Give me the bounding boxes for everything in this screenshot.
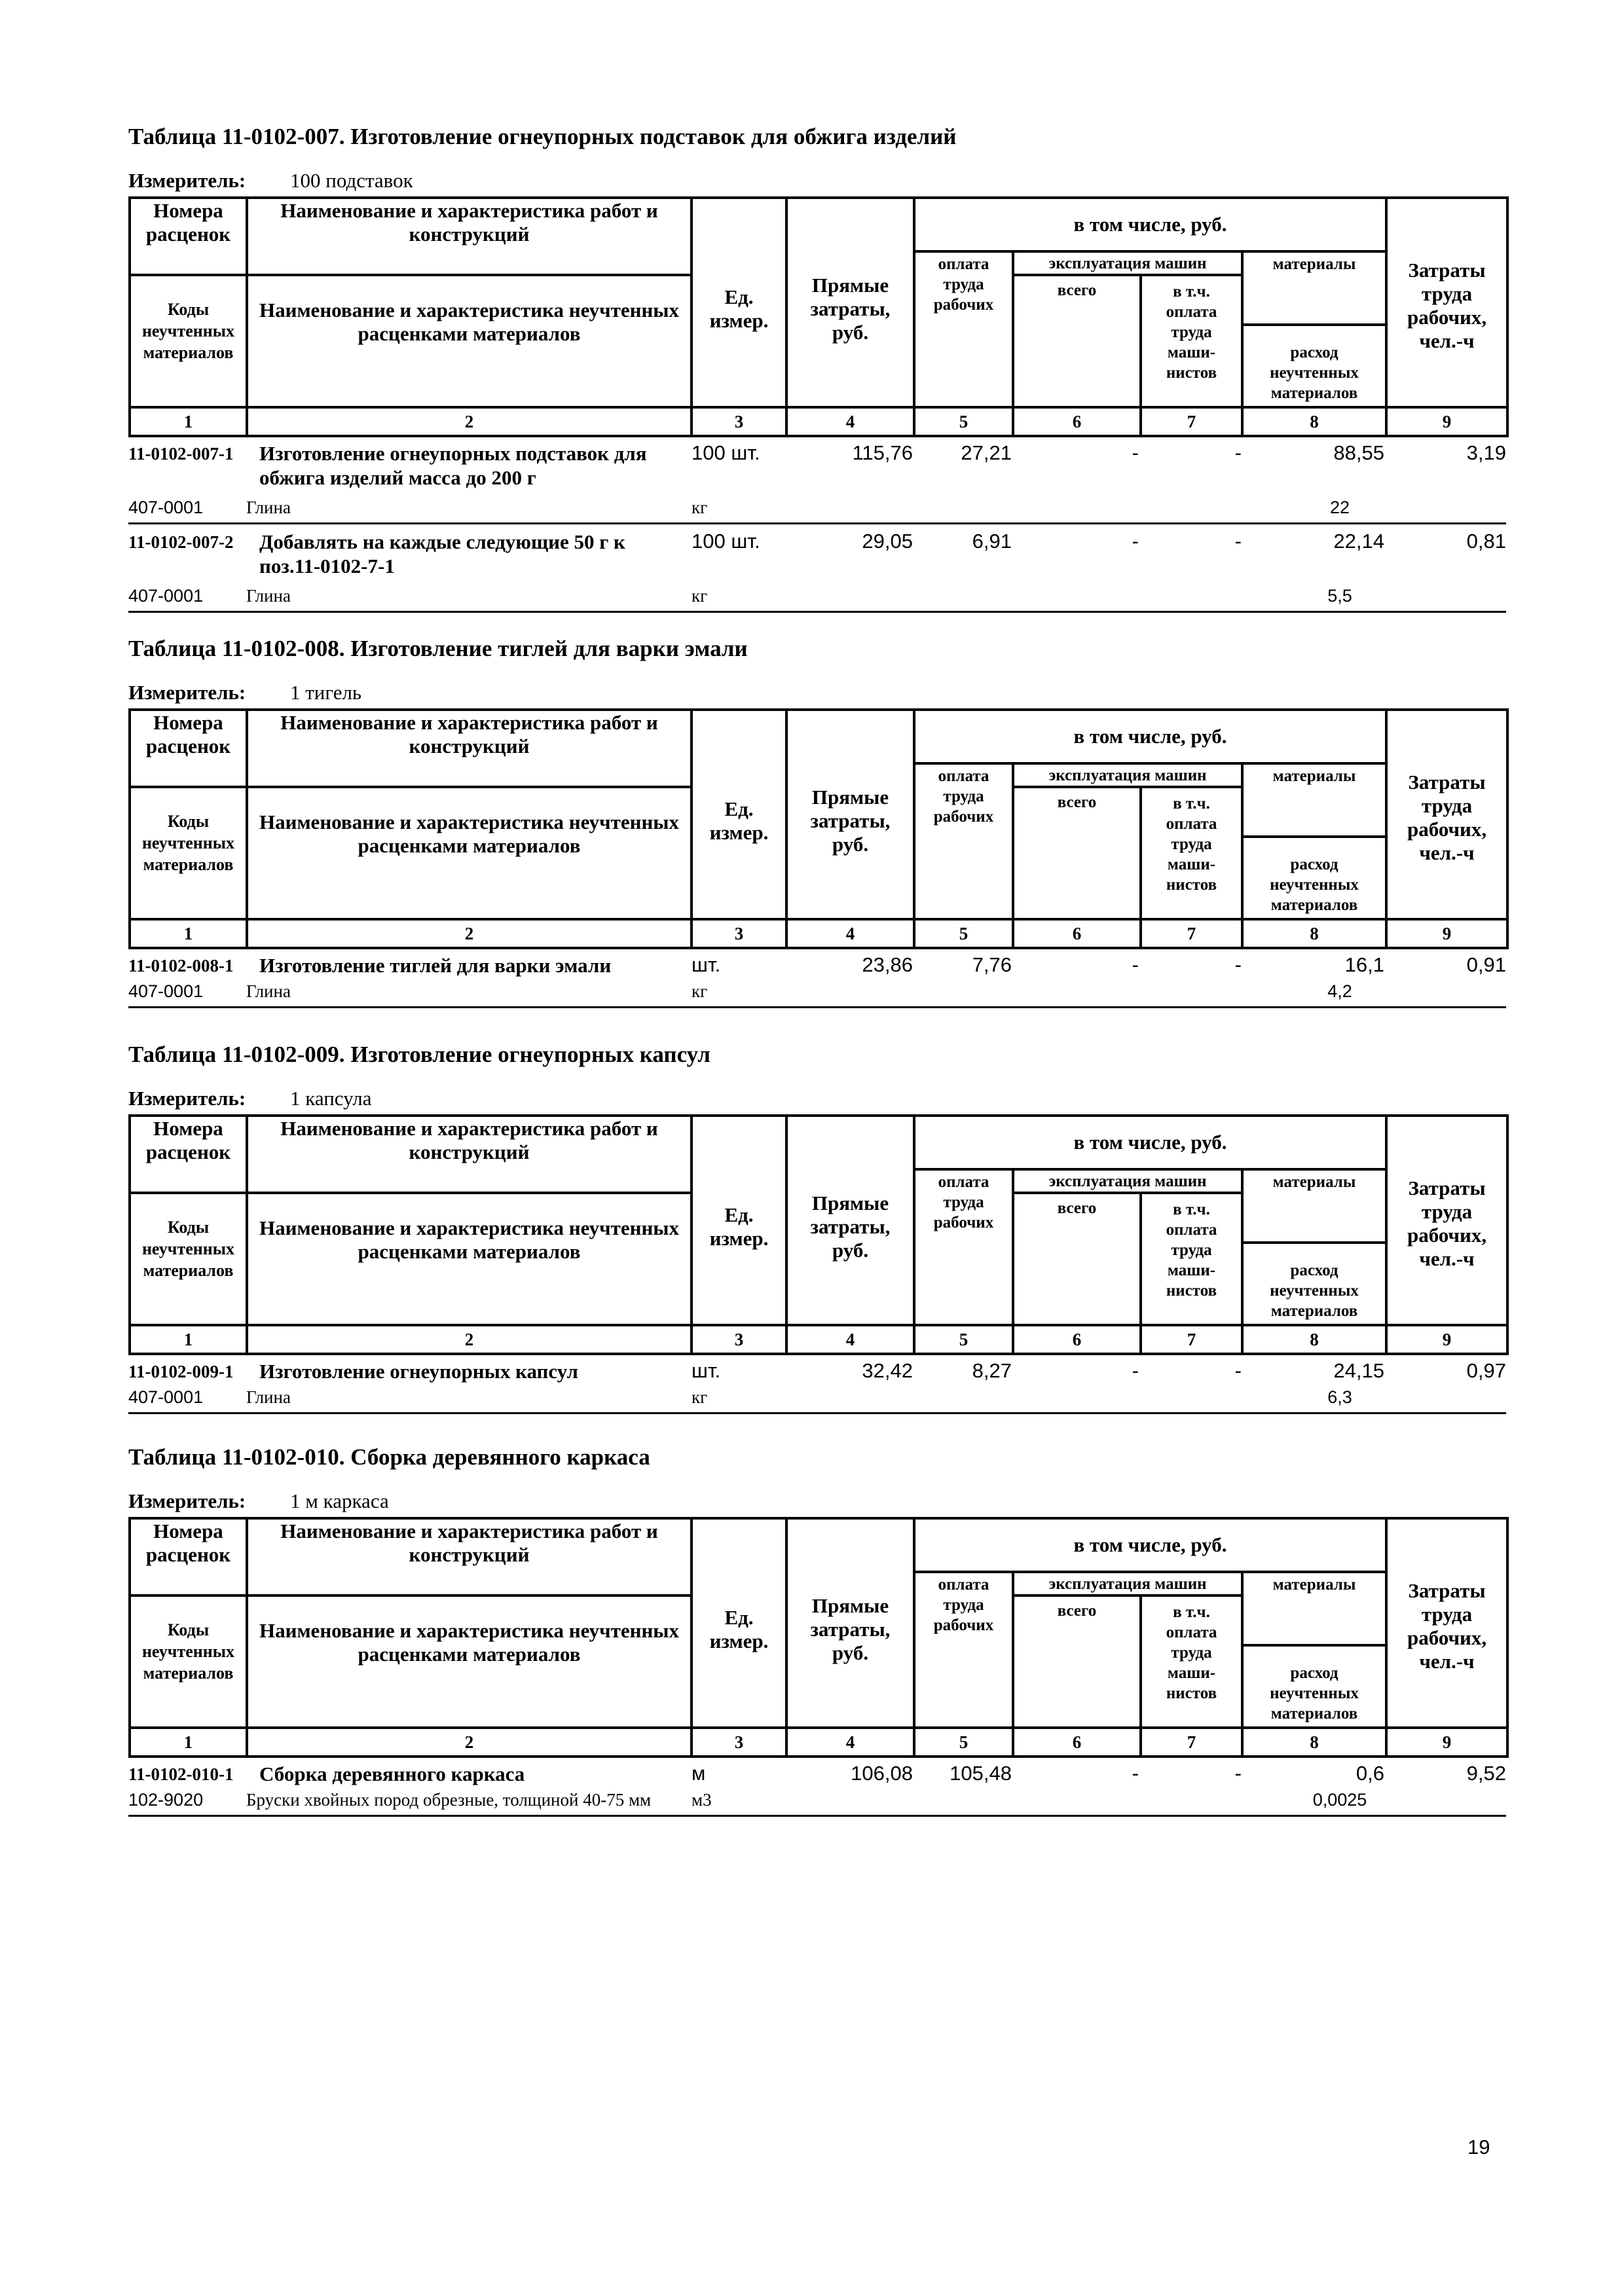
rate-name: Добавлять на каждые следующие 50 г к [259, 530, 625, 553]
meter-value: 1 капсула [290, 1087, 372, 1110]
hdr-including: в том числе, руб. [914, 1518, 1386, 1572]
hdr-name-mat: Наименование и характеристика неучтенных расценками материалов [247, 787, 692, 919]
col-number-6: 6 [1013, 919, 1141, 948]
labor-hours: 9,52 [1466, 1762, 1506, 1785]
col-number-7: 7 [1141, 407, 1242, 436]
col-number-7: 7 [1141, 919, 1242, 948]
hdr-materials: материалы [1242, 763, 1386, 787]
hdr-incl-machinists: в т.ч. оплата труда маши- нистов [1141, 1595, 1242, 1728]
material-code: 407-0001 [128, 1387, 204, 1407]
col-number-9: 9 [1386, 1728, 1507, 1757]
rate-unit: м [692, 1762, 706, 1785]
meter-label: Измеритель: [128, 169, 246, 192]
material-unit: кг [692, 1387, 708, 1407]
hdr-direct: Прямые затраты, руб. [786, 1518, 914, 1728]
materials-cost: 0,6 [1356, 1762, 1384, 1785]
meter-value: 1 тигель [290, 681, 362, 704]
direct-cost: 32,42 [862, 1359, 913, 1382]
col-number-9: 9 [1386, 919, 1507, 948]
direct-cost: 29,05 [862, 530, 913, 553]
col-number-4: 4 [786, 407, 914, 436]
meter-line [128, 169, 1506, 194]
material-code: 407-0001 [128, 981, 204, 1001]
hdr-machines: эксплуатация машин [1013, 1169, 1242, 1193]
table-title: Таблица 11-0102-009. Изготовление огнеупорных капсул [128, 1042, 710, 1067]
material-code: 407-0001 [128, 498, 204, 517]
hdr-labor-cost: Затраты труда рабочих, чел.-ч [1386, 710, 1507, 919]
header-table [128, 708, 1509, 949]
hdr-codes-mat: Коды неучтенных материалов [130, 275, 247, 407]
meter-label: Измеритель: [128, 1489, 246, 1512]
col-number-6: 6 [1013, 1325, 1141, 1354]
hdr-name-mat: Наименование и характеристика неучтенных расценками материалов [247, 1595, 692, 1728]
rate-code: 11-0102-007-2 [128, 532, 234, 552]
header-table [128, 1114, 1509, 1355]
rate-name-cont: поз.11-0102-7-1 [259, 555, 395, 577]
hdr-incl-machinists: в т.ч. оплата труда маши- нистов [1141, 1193, 1242, 1325]
rows-block [128, 949, 1506, 1013]
col-number-7: 7 [1141, 1325, 1242, 1354]
material-consumption: 4,2 [1327, 981, 1352, 1001]
rate-name: Изготовление огнеупорных капсул [259, 1360, 578, 1383]
row-divider [128, 1006, 1506, 1008]
machine-cost: - [1132, 1359, 1139, 1382]
hdr-materials-spacer [1242, 275, 1386, 325]
col-number-4: 4 [786, 1728, 914, 1757]
labor-pay: 6,91 [972, 530, 1012, 553]
labor-pay: 27,21 [961, 441, 1012, 464]
labor-hours: 0,97 [1466, 1359, 1506, 1382]
hdr-consumption: расход неучтенных материалов [1242, 837, 1386, 919]
col-number-5: 5 [914, 1728, 1013, 1757]
col-number-8: 8 [1242, 1728, 1386, 1757]
row-divider [128, 1412, 1506, 1414]
meter-label: Измеритель: [128, 681, 246, 704]
hdr-codes-mat: Коды неучтенных материалов [130, 787, 247, 919]
machine-cost: - [1132, 441, 1139, 464]
hdr-num-rascenok: Номера расценок [130, 710, 247, 787]
meter-value: 100 подставок [290, 169, 413, 192]
header-table [128, 1517, 1509, 1758]
table-title: Таблица 11-0102-010. Сборка деревянного каркаса [128, 1444, 650, 1470]
col-number-9: 9 [1386, 1325, 1507, 1354]
machinist-pay: - [1234, 1359, 1242, 1382]
col-number-2: 2 [247, 1325, 692, 1354]
rate-table [128, 123, 1506, 618]
rate-unit: шт. [692, 953, 721, 976]
machinist-pay: - [1234, 953, 1242, 976]
materials-cost: 16,1 [1344, 953, 1384, 976]
meter-label: Измеритель: [128, 1087, 246, 1110]
col-number-5: 5 [914, 919, 1013, 948]
col-number-2: 2 [247, 1728, 692, 1757]
rate-unit: 100 шт. [692, 441, 760, 464]
hdr-labor-pay: оплата труда рабочих [914, 251, 1013, 407]
hdr-labor-pay: оплата труда рабочих [914, 763, 1013, 919]
hdr-materials-spacer [1242, 787, 1386, 837]
material-unit: м3 [692, 1790, 712, 1810]
hdr-unit: Ед. измер. [692, 198, 786, 407]
hdr-labor-pay: оплата труда рабочих [914, 1169, 1013, 1325]
hdr-num-rascenok: Номера расценок [130, 1518, 247, 1595]
materials-cost: 22,14 [1333, 530, 1384, 553]
direct-cost: 115,76 [852, 441, 913, 464]
col-number-9: 9 [1386, 407, 1507, 436]
meter-line [128, 1087, 1506, 1112]
material-code: 407-0001 [128, 586, 204, 606]
machinist-pay: - [1234, 530, 1242, 553]
page-number: 19 [1467, 2136, 1490, 2159]
col-number-8: 8 [1242, 1325, 1386, 1354]
rate-code: 11-0102-010-1 [128, 1764, 234, 1784]
hdr-num-rascenok: Номера расценок [130, 198, 247, 275]
meter-value: 1 м каркаса [290, 1489, 389, 1512]
table-title: Таблица 11-0102-008. Изготовление тиглей для варки эмали [128, 636, 748, 661]
col-number-1: 1 [130, 1728, 247, 1757]
material-unit: кг [692, 586, 708, 606]
material-code: 102-9020 [128, 1790, 204, 1810]
hdr-name-works: Наименование и характеристика работ и конструкций [247, 710, 692, 787]
machine-cost: - [1132, 530, 1139, 553]
row-divider [128, 522, 1506, 524]
hdr-labor-cost: Затраты труда рабочих, чел.-ч [1386, 1518, 1507, 1728]
header-table [128, 196, 1509, 437]
hdr-unit: Ед. измер. [692, 710, 786, 919]
col-number-3: 3 [692, 1728, 786, 1757]
rate-unit: шт. [692, 1359, 721, 1382]
rate-name: Изготовление тиглей для варки эмали [259, 954, 612, 977]
material-consumption: 6,3 [1327, 1387, 1352, 1407]
col-number-2: 2 [247, 407, 692, 436]
rate-table [128, 635, 1506, 1013]
hdr-machines: эксплуатация машин [1013, 763, 1242, 787]
labor-pay: 105,48 [950, 1762, 1012, 1785]
rate-code: 11-0102-007-1 [128, 444, 234, 464]
hdr-name-works: Наименование и характеристика работ и конструкций [247, 1116, 692, 1193]
labor-pay: 8,27 [972, 1359, 1012, 1382]
material-name: Глина [246, 1387, 291, 1407]
col-number-5: 5 [914, 407, 1013, 436]
material-name: Глина [246, 498, 291, 517]
hdr-total: всего [1013, 787, 1141, 919]
labor-hours: 3,19 [1466, 441, 1506, 464]
hdr-machines: эксплуатация машин [1013, 251, 1242, 275]
rate-name: Изготовление огнеупорных подставок для [259, 442, 647, 465]
col-number-4: 4 [786, 919, 914, 948]
hdr-name-mat: Наименование и характеристика неучтенных расценками материалов [247, 1193, 692, 1325]
machinist-pay: - [1234, 1762, 1242, 1785]
hdr-labor-pay: оплата труда рабочих [914, 1572, 1013, 1728]
hdr-consumption: расход неучтенных материалов [1242, 1645, 1386, 1728]
hdr-direct: Прямые затраты, руб. [786, 198, 914, 407]
hdr-materials: материалы [1242, 251, 1386, 275]
hdr-total: всего [1013, 275, 1141, 407]
material-consumption: 5,5 [1327, 586, 1352, 606]
hdr-direct: Прямые затраты, руб. [786, 1116, 914, 1325]
hdr-codes-mat: Коды неучтенных материалов [130, 1193, 247, 1325]
col-number-3: 3 [692, 919, 786, 948]
hdr-consumption: расход неучтенных материалов [1242, 325, 1386, 407]
hdr-incl-machinists: в т.ч. оплата труда маши- нистов [1141, 275, 1242, 407]
hdr-materials: материалы [1242, 1169, 1386, 1193]
table-title: Таблица 11-0102-007. Изготовление огнеупорных подставок для обжига изделий [128, 124, 957, 149]
machine-cost: - [1132, 1762, 1139, 1785]
col-number-7: 7 [1141, 1728, 1242, 1757]
material-name: Бруски хвойных пород обрезные, толщиной 40-75 мм [246, 1790, 652, 1810]
meter-line [128, 1489, 1506, 1514]
col-number-8: 8 [1242, 919, 1386, 948]
machinist-pay: - [1234, 441, 1242, 464]
hdr-unit: Ед. измер. [692, 1116, 786, 1325]
hdr-total: всего [1013, 1193, 1141, 1325]
direct-cost: 23,86 [862, 953, 913, 976]
hdr-including: в том числе, руб. [914, 198, 1386, 251]
hdr-labor-cost: Затраты труда рабочих, чел.-ч [1386, 198, 1507, 407]
col-number-1: 1 [130, 919, 247, 948]
rate-unit: 100 шт. [692, 530, 760, 553]
material-consumption: 22 [1329, 498, 1350, 517]
hdr-codes-mat: Коды неучтенных материалов [130, 1595, 247, 1728]
row-divider [128, 611, 1506, 613]
labor-hours: 0,81 [1466, 530, 1506, 553]
hdr-name-mat: Наименование и характеристика неучтенных расценками материалов [247, 275, 692, 407]
col-number-3: 3 [692, 1325, 786, 1354]
hdr-materials-spacer [1242, 1595, 1386, 1645]
materials-cost: 24,15 [1333, 1359, 1384, 1382]
material-name: Глина [246, 586, 291, 606]
hdr-num-rascenok: Номера расценок [130, 1116, 247, 1193]
hdr-incl-machinists: в т.ч. оплата труда маши- нистов [1141, 787, 1242, 919]
rate-name-cont: обжига изделий масса до 200 г [259, 466, 536, 489]
material-unit: кг [692, 981, 708, 1001]
meter-line [128, 681, 1506, 706]
rate-code: 11-0102-008-1 [128, 956, 234, 975]
hdr-machines: эксплуатация машин [1013, 1572, 1242, 1595]
col-number-1: 1 [130, 1325, 247, 1354]
hdr-including: в том числе, руб. [914, 1116, 1386, 1169]
col-number-6: 6 [1013, 407, 1141, 436]
rows-block [128, 1758, 1506, 1822]
rows-block [128, 437, 1506, 618]
machine-cost: - [1132, 953, 1139, 976]
col-number-8: 8 [1242, 407, 1386, 436]
hdr-total: всего [1013, 1595, 1141, 1728]
material-unit: кг [692, 498, 708, 517]
col-number-6: 6 [1013, 1728, 1141, 1757]
hdr-materials: материалы [1242, 1572, 1386, 1595]
col-number-4: 4 [786, 1325, 914, 1354]
col-number-1: 1 [130, 407, 247, 436]
material-name: Глина [246, 981, 291, 1001]
hdr-labor-cost: Затраты труда рабочих, чел.-ч [1386, 1116, 1507, 1325]
labor-pay: 7,76 [972, 953, 1012, 976]
row-divider [128, 1815, 1506, 1817]
rate-table [128, 1444, 1506, 1822]
direct-cost: 106,08 [851, 1762, 913, 1785]
col-number-5: 5 [914, 1325, 1013, 1354]
hdr-direct: Прямые затраты, руб. [786, 710, 914, 919]
hdr-name-works: Наименование и характеристика работ и конструкций [247, 198, 692, 275]
hdr-name-works: Наименование и характеристика работ и конструкций [247, 1518, 692, 1595]
hdr-consumption: расход неучтенных материалов [1242, 1243, 1386, 1325]
hdr-including: в том числе, руб. [914, 710, 1386, 763]
rate-code: 11-0102-009-1 [128, 1362, 234, 1381]
rate-table [128, 1041, 1506, 1419]
labor-hours: 0,91 [1466, 953, 1506, 976]
materials-cost: 88,55 [1333, 441, 1384, 464]
hdr-materials-spacer [1242, 1193, 1386, 1243]
rate-name: Сборка деревянного каркаса [259, 1762, 525, 1785]
col-number-2: 2 [247, 919, 692, 948]
col-number-3: 3 [692, 407, 786, 436]
rows-block [128, 1355, 1506, 1419]
hdr-unit: Ед. измер. [692, 1518, 786, 1728]
material-consumption: 0,0025 [1312, 1790, 1367, 1810]
